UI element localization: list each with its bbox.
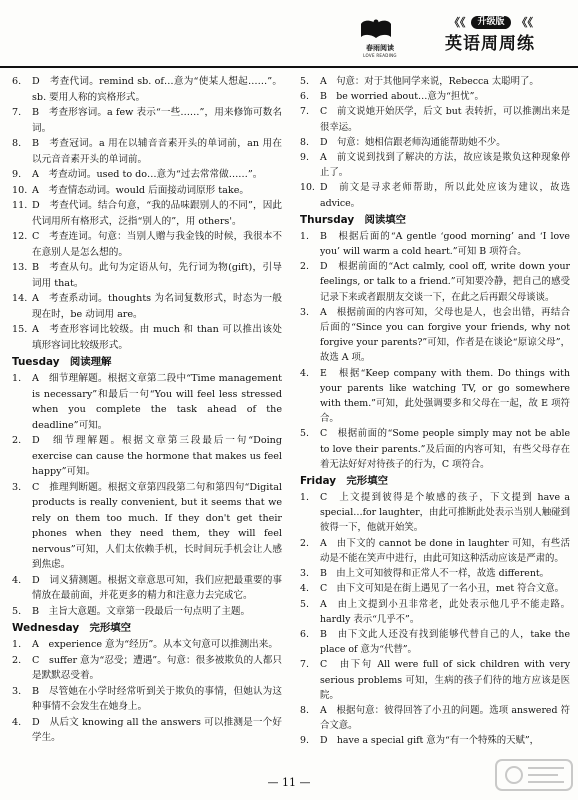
- answer-number: 8.: [12, 138, 22, 149]
- section-heading: Thursday 阅读填空: [300, 213, 407, 226]
- answer-item: [12, 260, 282, 291]
- answer-explanation: C 推理判断题。根据文章第四段第二句和第四句“Digital products is really convenient, but it seems that we rely on them too much. If they don't get their phones when they need them, they will feel nervous”可知，人们太依赖手机，长时间玩手机会让人感到焦虑。: [32, 481, 282, 570]
- answer-number: 10.: [12, 184, 28, 196]
- answer-item: [12, 291, 282, 322]
- answer-number: 2.: [300, 261, 309, 273]
- book-icon: [360, 18, 392, 40]
- answer-explanation: B 根据后面的“A gentle ‘good morning’ and ‘I love you’ will warm a cold heart.”可知 B 项符合。: [320, 230, 570, 258]
- answer-number: 4.: [300, 583, 309, 595]
- answer-item: [300, 581, 570, 596]
- answer-number: 7.: [300, 106, 309, 118]
- answer-number: 7.: [300, 659, 309, 671]
- answer-item: [300, 536, 570, 566]
- answer-item: [300, 74, 570, 89]
- answer-number: 3.: [300, 306, 309, 318]
- answer-number: 10.: [300, 182, 315, 194]
- answer-number: 1.: [12, 373, 22, 384]
- answer-item: [300, 490, 570, 536]
- page-number: — 11 —: [267, 776, 311, 789]
- answer-explanation: C 根据前面的“Some people simply may not be able to love their parents.”及后面的内容可知，有些父母存在着无法好好对待孩子的行为，C 项符合。: [320, 428, 570, 470]
- answer-item: [300, 566, 570, 581]
- answer-number: 6.: [300, 628, 309, 640]
- header-divider: [0, 66, 578, 68]
- answer-number: 6.: [300, 91, 309, 103]
- answer-number: 13.: [12, 262, 28, 273]
- answer-item: [12, 604, 282, 620]
- answer-item: [300, 229, 570, 259]
- answer-item: [300, 426, 570, 472]
- answer-number: 5.: [12, 605, 22, 617]
- answer-explanation: B 由下文此人还没有找到能够代替自己的人，take the place of 意为“代替”。: [320, 628, 570, 656]
- answer-item: [300, 104, 570, 134]
- answer-explanation: D 细节理解题。根据文章第三段最后一句“Doing exercise can cause the hormone that makes us feel happy”可知。: [32, 435, 282, 477]
- answer-item: [12, 198, 282, 229]
- answer-item: [300, 366, 570, 427]
- answer-explanation: C 考查连词。句意：当别人赠与我金钱的时候，我很本不在意别人是怎么想的。: [32, 231, 282, 258]
- chevron-marks-left: 《《: [448, 16, 466, 29]
- answer-explanation: B 考查形容词。a few 表示“一些……”，用来修饰可数名词。: [32, 107, 282, 134]
- answer-explanation: A 考查情态动词。would 后面接动词原形 take。: [32, 184, 249, 196]
- answer-item: [12, 167, 282, 183]
- answer-explanation: A experience 意为“经历”。从本文句意可以推测出来。: [32, 639, 278, 650]
- answer-explanation: B 考查从句。此句为定语从句，先行词为物(gift)，引导词用 that。: [32, 262, 282, 289]
- answer-explanation: A 由下文的 cannot be done in laughter 可知，有些活动是不能在笑声中进行，由此可知这种活动应该是严肃的。: [320, 537, 570, 564]
- answer-explanation: D 从后文 knowing all the answers 可以推测是一个好学生。: [32, 716, 282, 743]
- page-header: [0, 0, 578, 70]
- answer-item: [12, 684, 282, 715]
- answer-item: [300, 597, 570, 627]
- answer-number: 1.: [300, 230, 309, 242]
- edition-badge: 升级版: [471, 16, 510, 29]
- section-heading: Tuesday 阅读理解: [12, 356, 112, 368]
- answer-item: [300, 150, 570, 180]
- answer-item: [300, 627, 570, 657]
- answer-item: [12, 653, 282, 684]
- answer-number: 3.: [12, 481, 22, 493]
- answer-explanation: A 考查动词。used to do…意为“过去常常做……”。: [32, 169, 263, 180]
- answer-explanation: A 考查形容词比较级。由 much 和 than 可以推出该处填形容词比较级形式。: [32, 324, 282, 351]
- left-column: [12, 74, 282, 746]
- answer-item: [300, 305, 570, 366]
- answer-number: 5.: [300, 428, 309, 440]
- answer-number: 5.: [300, 76, 309, 87]
- answer-item: [300, 259, 570, 305]
- answer-number: 7.: [12, 107, 22, 118]
- answer-explanation: A 由上文提到小丑非常老，此处表示他几乎不能走路。hardly 表示“几乎不”。: [320, 598, 570, 625]
- answer-item: [12, 136, 282, 167]
- answer-item: [300, 657, 570, 703]
- chevron-marks-right: 《《: [516, 16, 533, 29]
- answer-number: 3.: [300, 568, 309, 580]
- edition-row: [416, 14, 566, 30]
- answer-item: [12, 322, 282, 353]
- answer-item: [300, 89, 570, 104]
- section-heading: Friday 完形填空: [300, 475, 388, 488]
- answer-number: 2.: [300, 537, 309, 549]
- answer-number: 15.: [12, 324, 28, 335]
- answer-explanation: C 由下句 All were full of sick children with very serious problems 可知，生病的孩子们待的地方应该是医院。: [320, 659, 570, 701]
- brand-block: [358, 8, 570, 64]
- answer-number: 4.: [12, 574, 22, 586]
- brand-logo-subtitle: LOVE READING: [363, 53, 397, 58]
- answer-item: [12, 183, 282, 199]
- answer-number: 12.: [12, 231, 28, 242]
- answer-item: [300, 135, 570, 150]
- answer-number: 5.: [300, 598, 309, 610]
- answer-explanation: D 考查代词。结合句意，“我的品味跟别人的不同”，因此代词用所有格形式，泛指“别人的”，用 others'。: [32, 200, 282, 227]
- answer-item: [12, 715, 282, 746]
- answer-explanation: A 前文说到找到了解决的方法，故应该是欺负这种现象停止了。: [320, 152, 570, 179]
- watermark-stamp-icon: [494, 756, 574, 796]
- answer-number: 4.: [300, 367, 309, 379]
- answer-number: 2.: [12, 435, 22, 446]
- answer-item: [12, 371, 282, 433]
- answer-explanation: D 词义猜测题。根据文章意思可知，我们应把最重要的事情放在最前面，并花更多的精力和注意力去完成它。: [32, 574, 282, 601]
- answer-item: [12, 480, 282, 573]
- answer-number: 1.: [12, 639, 22, 650]
- answer-number: 4.: [12, 716, 22, 728]
- answer-number: 2.: [12, 654, 22, 666]
- answer-number: 11.: [12, 200, 28, 211]
- answer-number: 3.: [12, 685, 22, 697]
- answer-number: 8.: [300, 136, 309, 148]
- answer-item: [12, 637, 282, 653]
- answer-explanation: C 由下文可知是在街上遇见了一名小丑，met 符合文意。: [320, 583, 564, 595]
- answer-number: 1.: [300, 492, 309, 504]
- answer-number: 9.: [300, 735, 309, 747]
- answer-explanation: B 考查冠词。a 用在以辅音音素开头的单词前，an 用在以元音音素开头的单词前。: [32, 138, 282, 165]
- brand-logo-text: 春雨阅读: [366, 44, 394, 52]
- answer-explanation: C 上文提到彼得是个敏感的孩子，下文提到 have a special…for laughter，由此可推断此处表示当别人触碰到彼得一下，他就开始笑。: [320, 492, 570, 534]
- answer-number: 6.: [12, 76, 22, 87]
- section-heading: Wednesday 完形填空: [12, 622, 132, 634]
- answer-explanation: B 由上文可知彼得和正常人不一样，故选 different。: [320, 568, 550, 580]
- answer-number: 14.: [12, 293, 28, 304]
- answer-explanation: E 根据“Keep company with them. Do things with your parents like watching TV, or go somewhere with them.”可知，此处强调要多和父母在一起，故 E 项符合。: [320, 367, 570, 425]
- answer-item: [300, 733, 570, 748]
- answer-explanation: B be worried about…意为“担忧”。: [320, 91, 484, 103]
- answer-explanation: C 前文说她开始厌学，后文 but 表转折，可以推测出来是很幸运。: [320, 106, 570, 133]
- answer-explanation: A 句意：对于其他同学来说，Rebecca 太聪明了。: [320, 76, 539, 87]
- answer-item: [12, 74, 282, 105]
- answer-explanation: D 根据前面的“Act calmly, cool off, write down your feelings, or talk to a friend.”可知要冷静，把自己的感受记录下来或者跟朋友交谈一下，在此之后再跟父母谈谈。: [320, 261, 570, 303]
- answer-item: [12, 433, 282, 480]
- answer-explanation: A 考查系动词。thoughts 为名词复数形式，时态为一般现在时，be 动词用 are。: [32, 293, 282, 320]
- answer-explanation: B 主旨大意题。文章第一段最后一句点明了主题。: [32, 605, 251, 617]
- answer-item: [12, 229, 282, 260]
- answer-explanation: D have a special gift 意为“有一个特殊的天赋”，: [320, 735, 540, 747]
- answer-explanation: A 细节理解题。根据文章第二段中“Time management is necessary”和最后一句“You will feel less stressed when you complete the task ahead of the deadline”可知。: [32, 373, 282, 431]
- answer-item: [300, 703, 570, 733]
- answer-item: [12, 105, 282, 136]
- answer-explanation: A 根据句意：彼得回答了小丑的问题。选项 answered 符合文意。: [320, 704, 570, 732]
- brand-title: 英语周周练: [445, 34, 535, 54]
- right-column: [300, 74, 570, 749]
- answer-item: [300, 180, 570, 210]
- answer-item: [12, 573, 282, 604]
- answer-number: 9.: [300, 152, 309, 164]
- answer-number: 9.: [12, 169, 22, 180]
- answer-explanation: D 句意：她相信跟老师沟通能帮助她不少。: [320, 136, 506, 148]
- answer-explanation: C suffer 意为“忍受；遭遇”。句意：很多被欺负的人都只是默默忍受着。: [32, 654, 282, 681]
- answer-explanation: D 前文是寻求老师帮助，所以此处应该为建议，故选 advice。: [320, 182, 570, 209]
- answer-explanation: A 根据前面的内容可知，父母也是人，也会出错，再结合后面的“Since you can forgive your friends, why not forgive your parents?”可知，作者是在谈论“原谅父母”，故选 A 项。: [320, 306, 570, 364]
- answer-explanation: B 尽管她在小学时经常听到关于欺负的事情，但她认为这种事情不会发生在她身上。: [32, 685, 282, 712]
- answer-number: 8.: [300, 704, 309, 716]
- answer-explanation: D 考查代词。remind sb. of…意为“使某人想起……”。sb. 要用人称的宾格形式。: [32, 76, 282, 103]
